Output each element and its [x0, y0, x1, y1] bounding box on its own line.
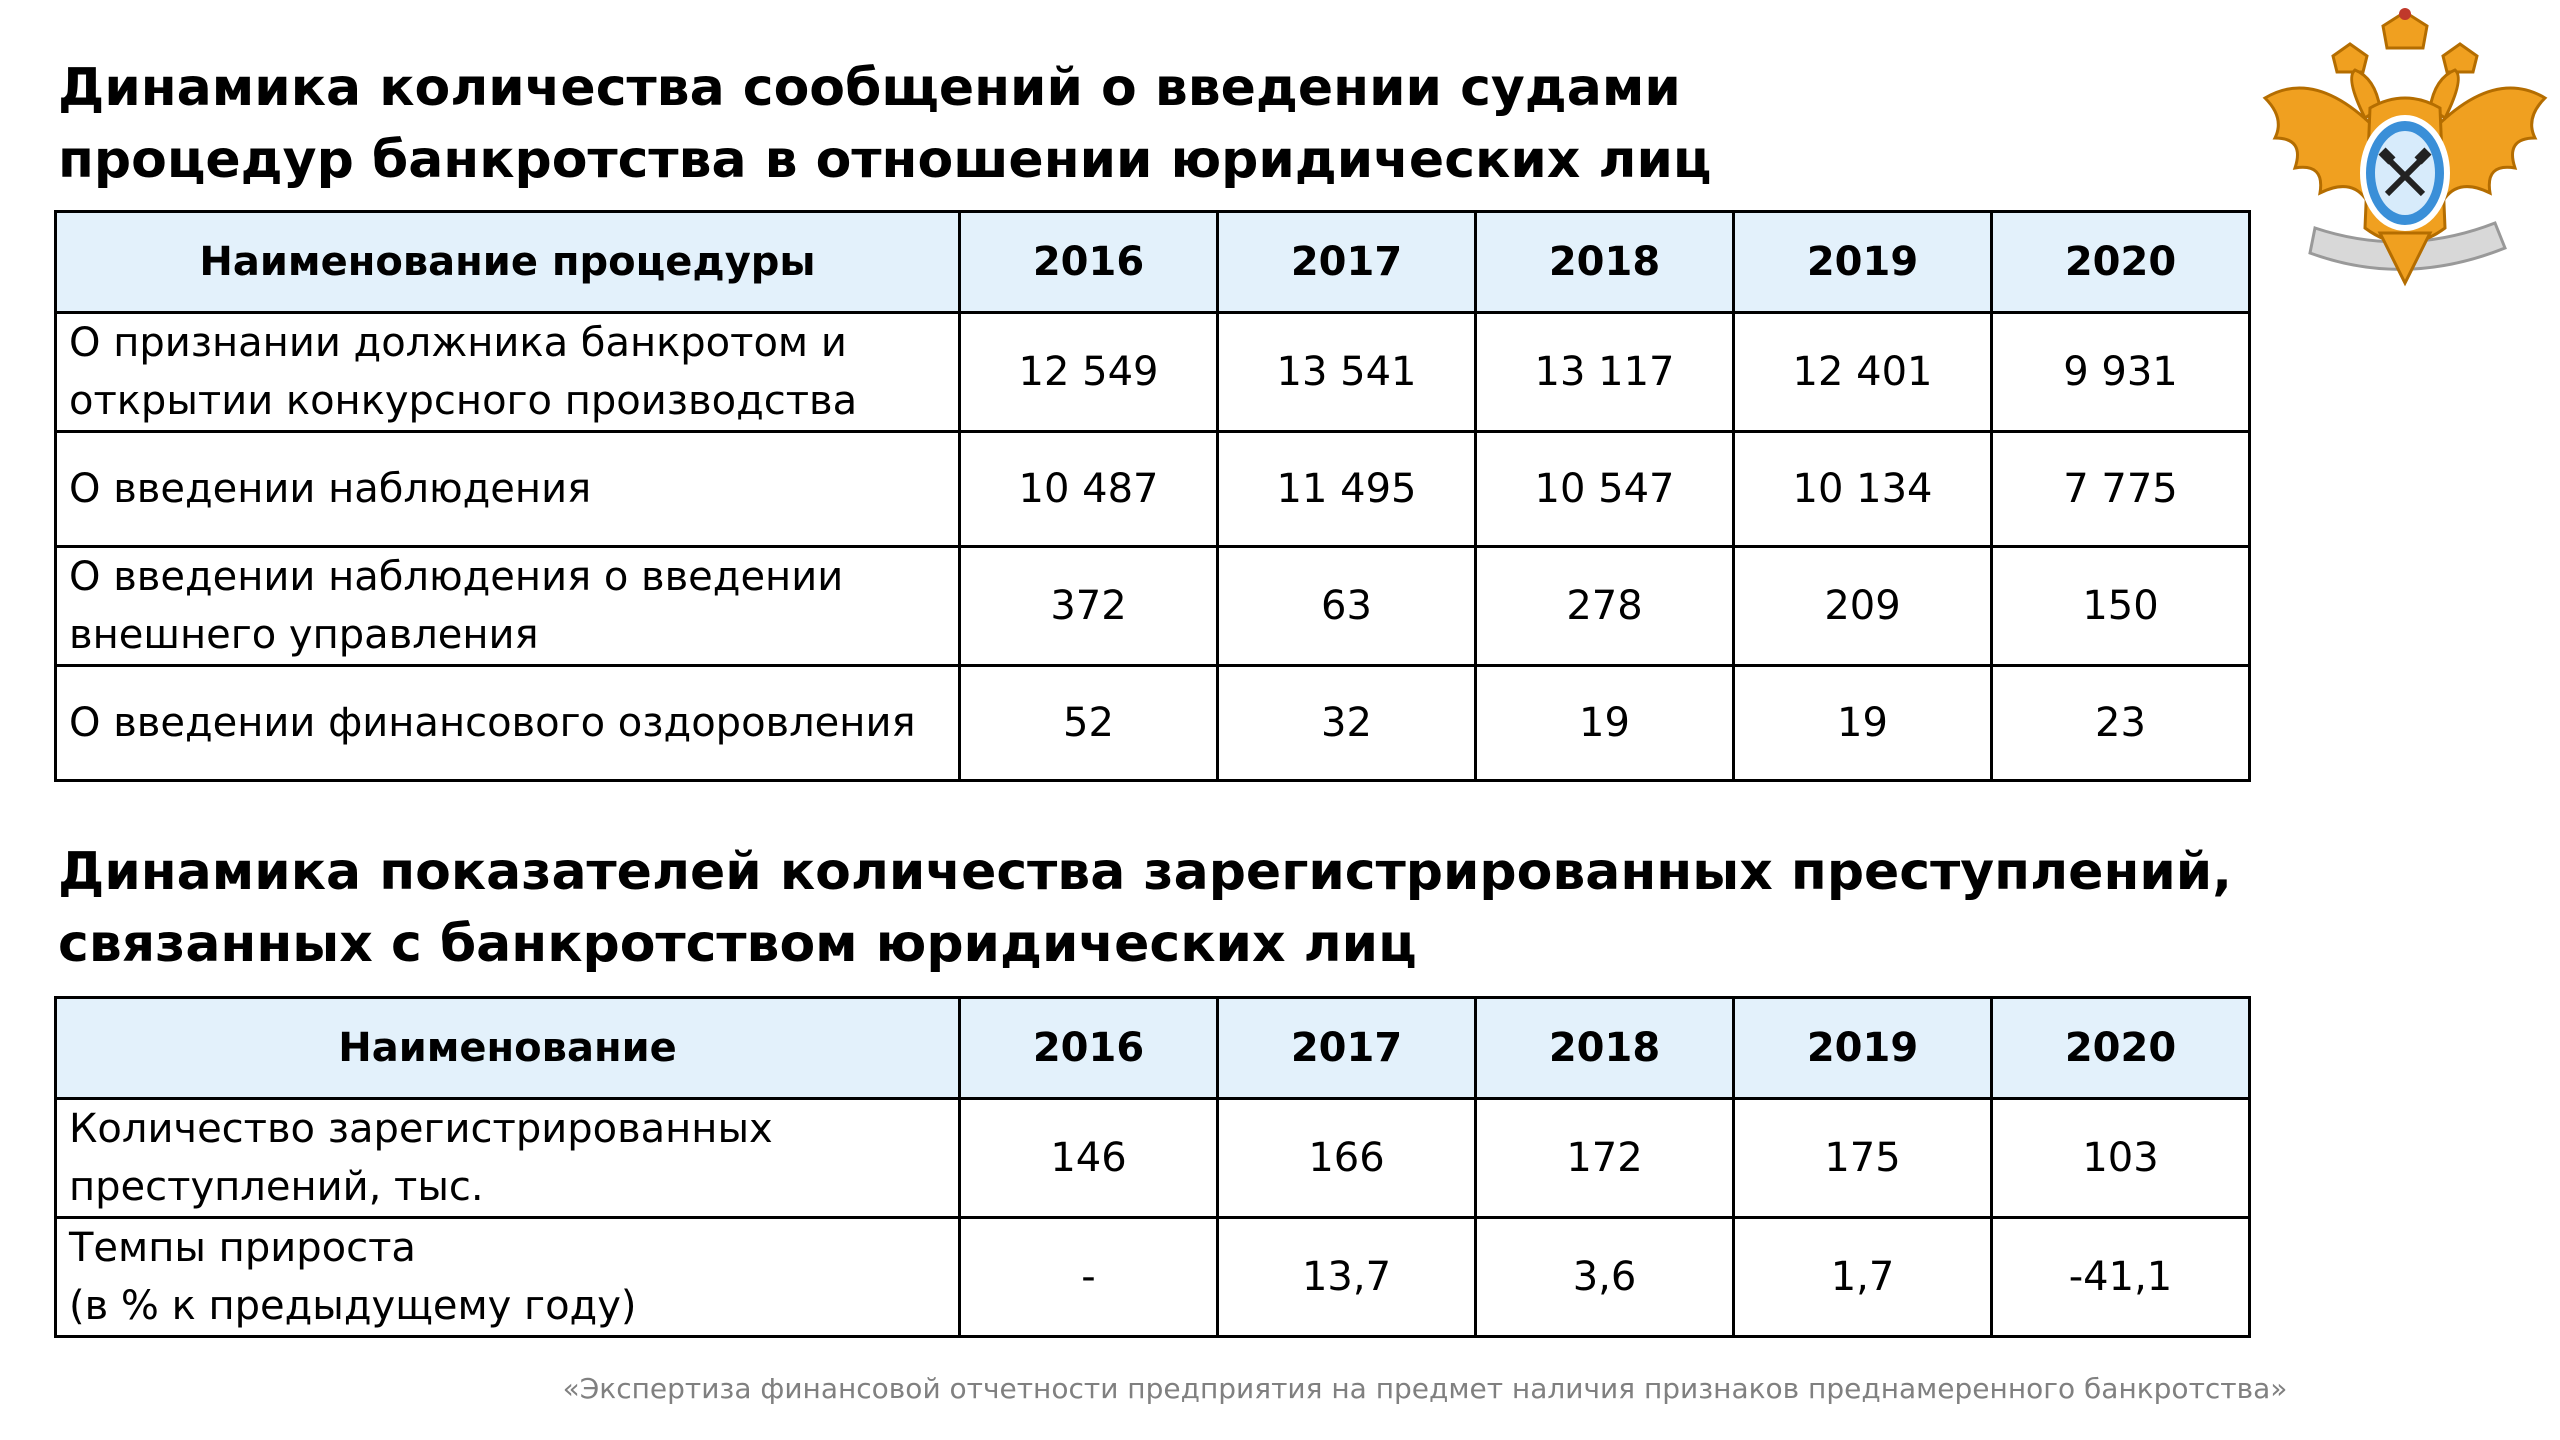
- table-cell: 63: [1218, 547, 1476, 666]
- row-label: [56, 1099, 960, 1218]
- table-cell: -: [960, 1218, 1218, 1337]
- table-cell: 12 401: [1734, 313, 1992, 432]
- table-cell: 13 117: [1476, 313, 1734, 432]
- table-cell: 11 495: [1218, 432, 1476, 547]
- table-row: [56, 1218, 2250, 1337]
- row-label-line: преступлений, тыс.: [69, 1164, 484, 1210]
- row-label-line: О введении наблюдения: [69, 466, 592, 512]
- table-cell: 9 931: [1992, 313, 2250, 432]
- row-label-line: О введении наблюдения о введении: [69, 554, 844, 600]
- table2-title-line2: связанных с банкротством юридических лиц: [58, 914, 1417, 974]
- table1-title: [58, 52, 1711, 196]
- row-label: [56, 547, 960, 666]
- column-header: 2020: [1992, 212, 2250, 313]
- table-cell: -41,1: [1992, 1218, 2250, 1337]
- row-label-line: открытии конкурсного производства: [69, 378, 858, 424]
- row-label-line: внешнего управления: [69, 612, 539, 658]
- table-row: [56, 1099, 2250, 1218]
- table1-title-line2: процедур банкротства в отношении юридических лиц: [58, 130, 1712, 190]
- bankruptcy-procedures-table: [54, 210, 2251, 782]
- column-header: 2019: [1734, 998, 1992, 1099]
- table-cell: 10 134: [1734, 432, 1992, 547]
- row-label-line: Темпы прироста: [69, 1225, 416, 1271]
- table-cell: 166: [1218, 1099, 1476, 1218]
- table-row: [56, 432, 2250, 547]
- table-cell: 372: [960, 547, 1218, 666]
- table-header-row: [56, 212, 2250, 313]
- footer-caption: «Экспертиза финансовой отчетности предприятия на предмет наличия признаков преднамеренного банкротства»: [562, 1372, 2288, 1405]
- double-headed-eagle-emblem-icon: [2255, 8, 2555, 328]
- column-header: 2020: [1992, 998, 2250, 1099]
- table-cell: 13 541: [1218, 313, 1476, 432]
- table-cell: 7 775: [1992, 432, 2250, 547]
- table-cell: 150: [1992, 547, 2250, 666]
- table-cell: 10 547: [1476, 432, 1734, 547]
- column-header: Наименование: [56, 998, 960, 1099]
- table-cell: 10 487: [960, 432, 1218, 547]
- table-cell: 13,7: [1218, 1218, 1476, 1337]
- row-label: [56, 1218, 960, 1337]
- table-cell: 175: [1734, 1099, 1992, 1218]
- table-cell: 3,6: [1476, 1218, 1734, 1337]
- table-cell: 19: [1734, 666, 1992, 781]
- table-cell: 278: [1476, 547, 1734, 666]
- table-cell: 146: [960, 1099, 1218, 1218]
- table-row: [56, 666, 2250, 781]
- column-header: 2017: [1218, 998, 1476, 1099]
- table-cell: 19: [1476, 666, 1734, 781]
- column-header: 2017: [1218, 212, 1476, 313]
- table-cell: 103: [1992, 1099, 2250, 1218]
- column-header: 2016: [960, 212, 1218, 313]
- column-header: Наименование процедуры: [56, 212, 960, 313]
- table-cell: 23: [1992, 666, 2250, 781]
- table1-title-line1: Динамика количества сообщений о введении судами: [58, 58, 1681, 118]
- table-row: [56, 547, 2250, 666]
- table-header-row: [56, 998, 2250, 1099]
- column-header: 2019: [1734, 212, 1992, 313]
- table-cell: 209: [1734, 547, 1992, 666]
- table-cell: 172: [1476, 1099, 1734, 1218]
- row-label-line: (в % к предыдущему году): [69, 1283, 637, 1329]
- bankruptcy-crimes-table: [54, 996, 2251, 1338]
- table-cell: 52: [960, 666, 1218, 781]
- table-cell: 1,7: [1734, 1218, 1992, 1337]
- row-label: [56, 432, 960, 547]
- row-label-line: О введении финансового оздоровления: [69, 700, 916, 746]
- column-header: 2016: [960, 998, 1218, 1099]
- row-label-line: Количество зарегистрированных: [69, 1106, 773, 1152]
- row-label: [56, 666, 960, 781]
- table2-title: [58, 836, 2232, 980]
- table2-title-line1: Динамика показателей количества зарегистрированных преступлений,: [58, 842, 2232, 902]
- row-label: [56, 313, 960, 432]
- table-row: [56, 313, 2250, 432]
- table-cell: 12 549: [960, 313, 1218, 432]
- column-header: 2018: [1476, 998, 1734, 1099]
- table-cell: 32: [1218, 666, 1476, 781]
- row-label-line: О признании должника банкротом и: [69, 320, 847, 366]
- column-header: 2018: [1476, 212, 1734, 313]
